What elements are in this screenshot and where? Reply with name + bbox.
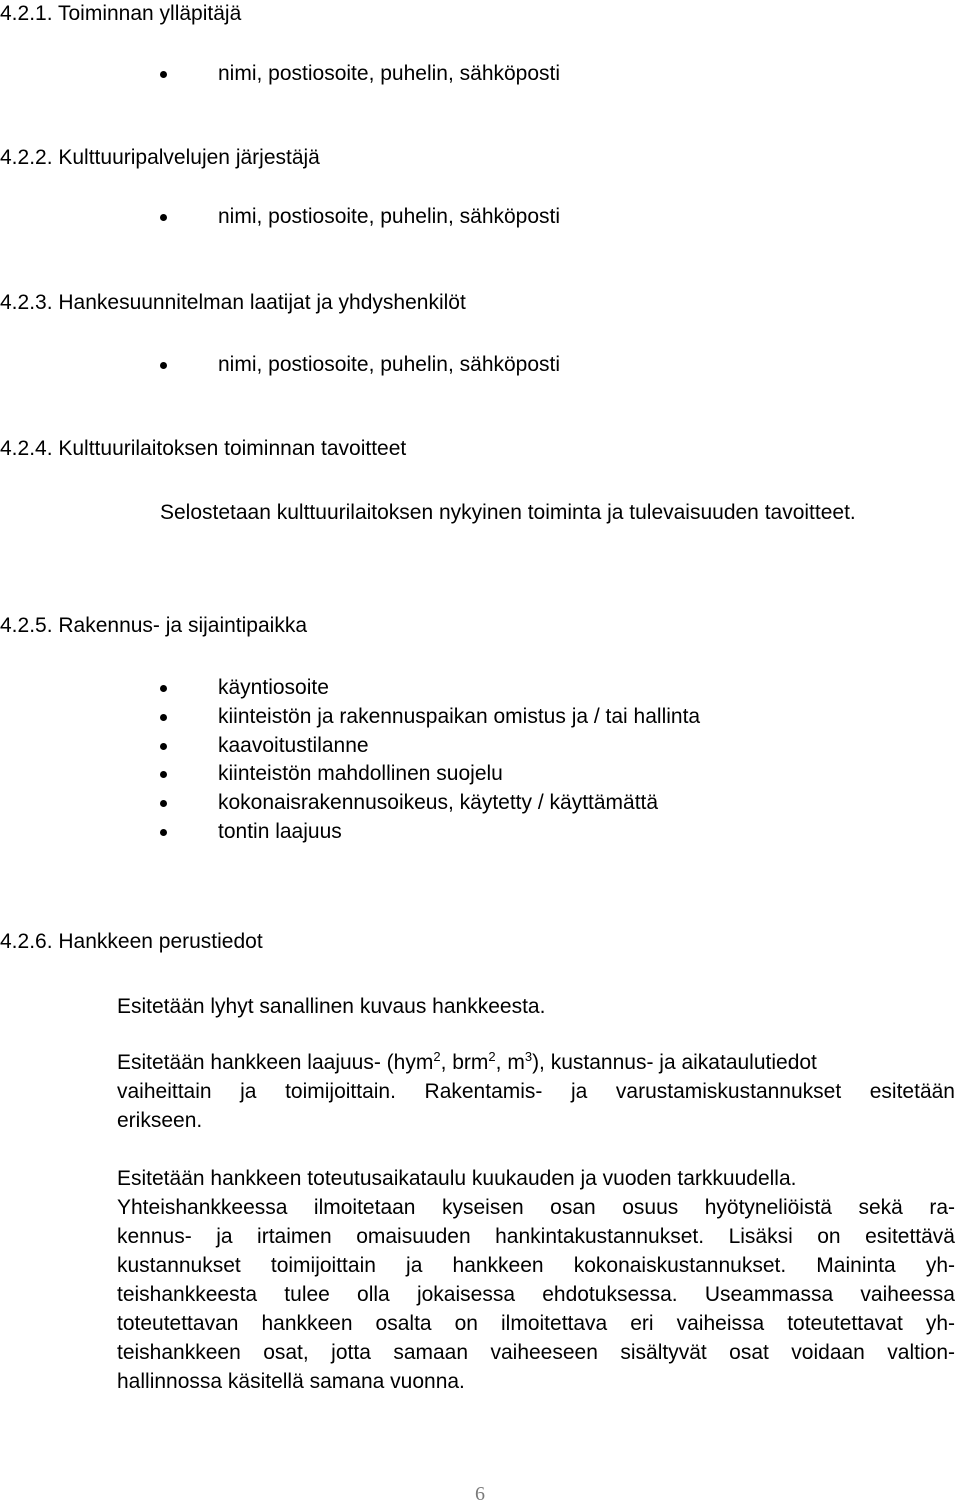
bullet-icon — [160, 714, 167, 721]
section-paragraph-4-2-6-2 — [117, 1048, 955, 1135]
section-heading-4-2-4: 4.2.4. Kulttuurilaitoksen toiminnan tavoitteet — [0, 437, 407, 460]
section-paragraph-4-2-4: Selostetaan kulttuurilaitoksen nykyinen toiminta ja tulevaisuuden tavoitteet. — [160, 501, 856, 524]
bullet-list-4-2-1 — [160, 60, 560, 89]
section-heading-4-2-6: 4.2.6. Hankkeen perustiedot — [0, 930, 263, 953]
paragraph-line: erikseen. — [117, 1109, 203, 1132]
bullet-list-4-2-2 — [160, 203, 560, 232]
paragraph-line: kustannukset toimijoittain ja hankkeen kokonaiskustannukset. Maininta yh- — [117, 1254, 955, 1277]
bullet-list-4-2-3 — [160, 351, 560, 380]
section-paragraph-4-2-6-1: Esitetään lyhyt sanallinen kuvaus hankkeesta. — [117, 995, 546, 1018]
bullet-icon — [160, 214, 167, 221]
bullet-icon — [160, 771, 167, 778]
paragraph-line: Esitetään hankkeen laajuus- (hym$^2$, brm$^2$, $m^3$), kustannus- ja aikataulutiedot — [117, 1049, 817, 1074]
list-item: tontin laajuus — [160, 818, 700, 847]
bullet-icon — [160, 362, 167, 369]
bullet-icon — [160, 71, 167, 78]
bullet-icon — [160, 685, 167, 692]
section-heading-4-2-1: 4.2.1. Toiminnan ylläpitäjä — [0, 2, 242, 25]
list-item: käyntiosoite — [160, 674, 700, 703]
list-item: kokonaisrakennusoikeus, käytetty / käyttämättä — [160, 789, 700, 818]
paragraph-line: Esitetään hankkeen toteutusaikataulu kuukauden ja vuoden tarkkuudella. — [117, 1167, 797, 1190]
section-heading-4-2-2: 4.2.2. Kulttuuripalvelujen järjestäjä — [0, 146, 320, 169]
bullet-list-4-2-5 — [160, 674, 700, 847]
page-number: 6 — [475, 1483, 485, 1505]
section-heading-4-2-5: 4.2.5. Rakennus- ja sijaintipaikka — [0, 614, 308, 637]
paragraph-line: hallinnossa käsitellä samana vuonna. — [117, 1370, 465, 1393]
bullet-icon — [160, 800, 167, 807]
list-item: nimi, postiosoite, puhelin, sähköposti — [160, 60, 560, 89]
paragraph-line: toteutettavan hankkeen osalta on ilmoitettava eri vaiheissa toteutettavat yh- — [117, 1312, 955, 1335]
list-item: kaavoitustilanne — [160, 732, 700, 761]
list-item: kiinteistön mahdollinen suojelu — [160, 760, 700, 789]
paragraph-line: teishankkeesta tulee olla jokaisessa ehdotuksessa. Useammassa vaiheessa — [117, 1283, 955, 1306]
section-paragraph-4-2-6-3 — [117, 1164, 955, 1396]
paragraph-line: teishankkeen osat, jotta samaan vaiheeseen sisältyvät osat voidaan valtion- — [117, 1341, 955, 1364]
paragraph-line: vaiheittain ja toimijoittain. Rakentamis- ja varustamiskustannukset esitetään — [117, 1080, 955, 1103]
list-item: nimi, postiosoite, puhelin, sähköposti — [160, 203, 560, 232]
list-item: kiinteistön ja rakennuspaikan omistus ja / tai hallinta — [160, 703, 700, 732]
list-item: nimi, postiosoite, puhelin, sähköposti — [160, 351, 560, 380]
paragraph-line: kennus- ja irtaimen omaisuuden hankintakustannukset. Lisäksi on esitettävä — [117, 1225, 955, 1248]
bullet-icon — [160, 743, 167, 750]
section-heading-4-2-3: 4.2.3. Hankesuunnitelman laatijat ja yhdyshenkilöt — [0, 291, 466, 314]
paragraph-line: Yhteishankkeessa ilmoitetaan kyseisen osan osuus hyötyneliöistä sekä ra- — [117, 1196, 955, 1219]
bullet-icon — [160, 829, 167, 836]
